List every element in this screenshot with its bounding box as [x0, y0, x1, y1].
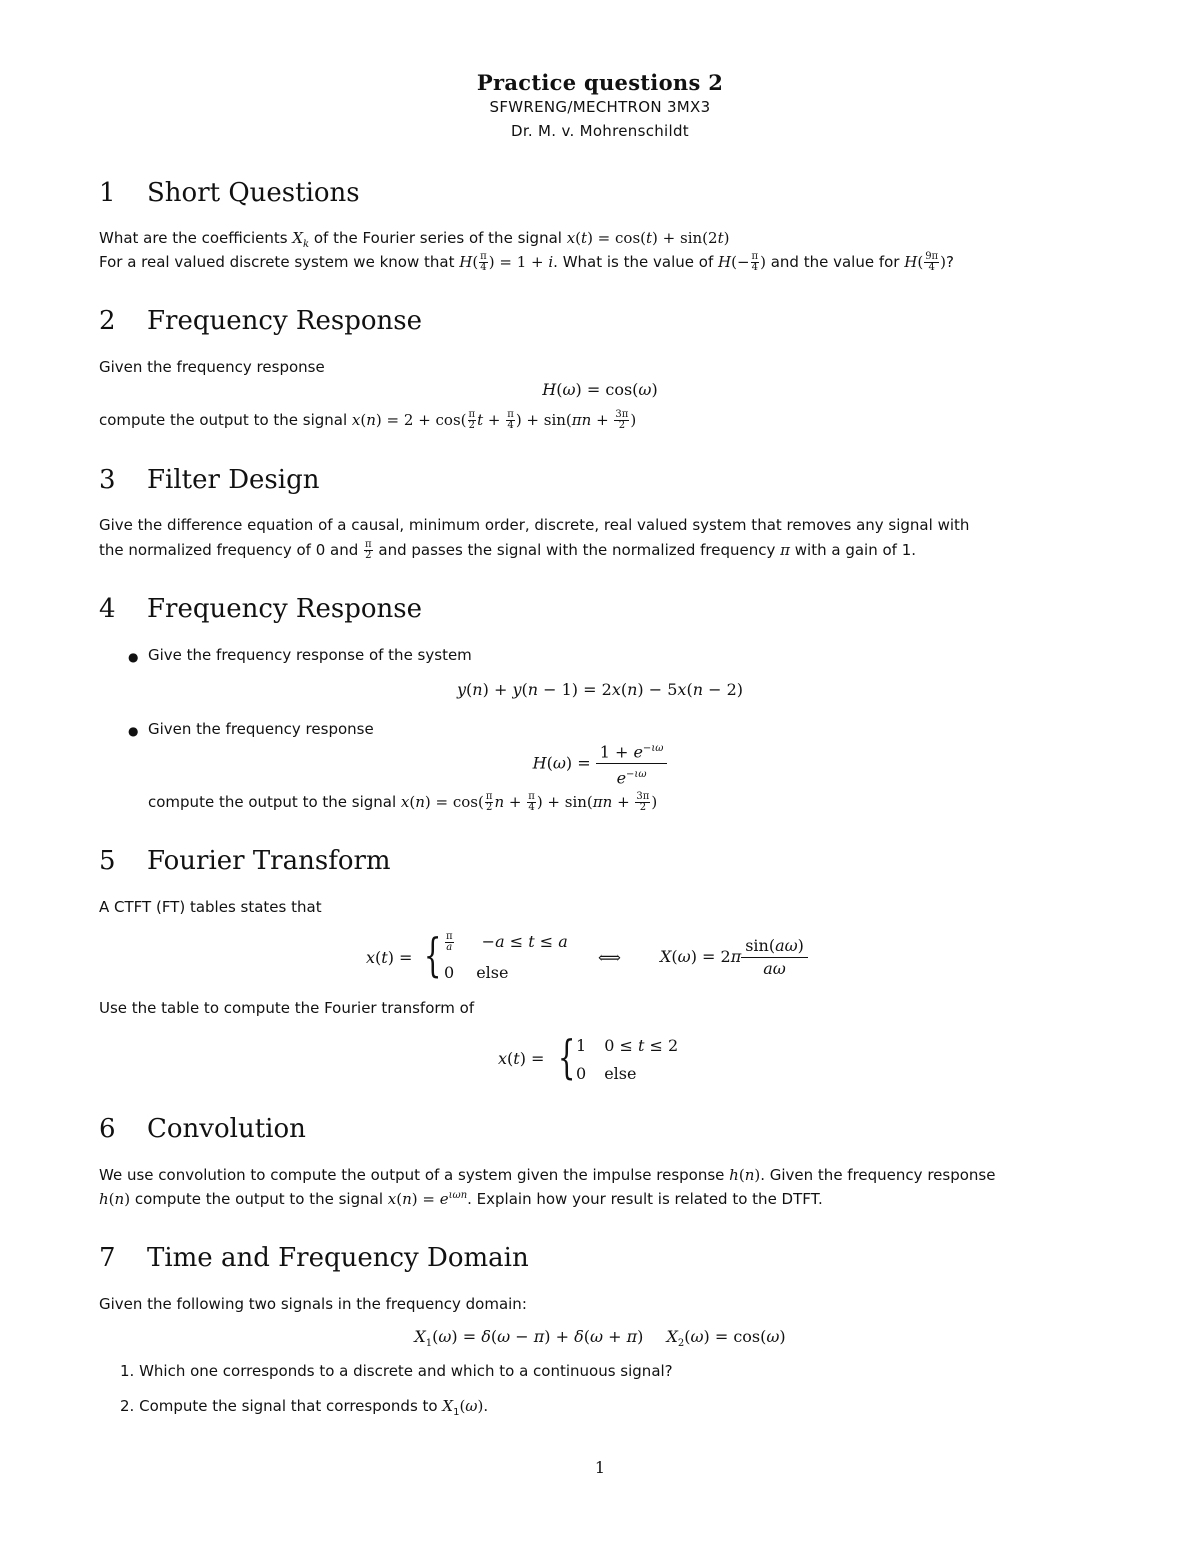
section-heading-6: 6 Convolution	[99, 1114, 306, 1144]
course-code: SFWRENG/MECHTRON 3MX3	[489, 98, 711, 116]
section-7-item-1: 1. Which one corresponds to a discrete and which to a continuous signal?	[120, 1362, 673, 1380]
section-2-compute: compute the output to the signal x(n) = 2 + cos( $\frac{\pi}{2}$ t + $\frac{\pi}{4}$ ) + sin(πn + $\frac{3\pi}{2}$ )	[99, 409, 637, 431]
section-7-signals: $X_1(\omega) = \delta(\omega - \pi) + \delta(\omega + \pi) X_2(\omega) = \cos(\omega)$	[414, 1327, 786, 1350]
section-7-item-2: 2. Compute the signal that corresponds to $X_1(\omega)$.	[120, 1397, 489, 1418]
section-6-line-1: We use convolution to compute the output of a system given the impulse response h(n). Given the frequency response	[99, 1166, 996, 1184]
question-1-fourier-coefficients: What are the coefficients $X_k$ of the Fourier series of the signal x(t) = cos(t) + sin(2t)	[99, 229, 730, 250]
section-3-line-2: the normalized frequency of 0 and $\frac{\pi}{2}$ and passes the signal with the normalized frequency π with a gain of 1.	[99, 539, 917, 561]
section-4-frequency-response-fraction: H(ω) = $\frac{1 + e^{-\iota\omega}}{e^{-\iota\omega}}$	[0, 738, 1200, 790]
bullet-icon: ●	[128, 650, 139, 664]
section-4-bullet-2: Given the frequency response	[148, 720, 374, 738]
author: Dr. M. v. Mohrenschildt	[510, 122, 689, 140]
section-4-bullet-1: Give the frequency response of the system	[148, 646, 472, 664]
signal-case-1: 1 0 ≤ t ≤ 2	[576, 1036, 679, 1055]
section-heading-2: 2 Frequency Response	[99, 306, 422, 336]
left-brace: {	[557, 1030, 576, 1084]
signal-lhs: x(t) =	[498, 1049, 545, 1068]
ctft-pair-rhs: X(ω) = 2π $\frac{\sin(a\omega)}{a\omega}$	[660, 935, 808, 980]
section-heading-7: 7 Time and Frequency Domain	[99, 1243, 529, 1273]
bullet-icon: ●	[128, 724, 139, 738]
ctft-pair-lhs: x(t) =	[366, 948, 413, 967]
section-5-use: Use the table to compute the Fourier transform of	[99, 999, 475, 1017]
page-number: 1	[594, 1458, 606, 1477]
case-row-2: 0 else	[444, 963, 509, 982]
section-heading-3: 3 Filter Design	[99, 465, 320, 495]
section-6-line-2: h(n) compute the output to the signal $x(n) = e^{\iota\omega n}$. Explain how your result is related to the DTFT.	[99, 1190, 823, 1208]
section-heading-5: 5 Fourier Transform	[99, 846, 391, 876]
section-2-given: Given the frequency response	[99, 358, 325, 376]
section-4-compute: compute the output to the signal x(n) = cos( $\frac{\pi}{2}$ n + $\frac{\pi}{4}$ ) + sin(πn + $\frac{3\pi}{2}$ )	[148, 791, 658, 813]
question-1-discrete-system: For a real valued discrete system we know that H( $\frac{\pi}{4}$ ) = 1 + i. What is the value of H(− $\frac{\pi}{4}$ ) and the value for H( $\frac{9\pi}{4}$ )?	[99, 251, 954, 273]
document-title: Practice questions 2	[476, 70, 724, 95]
section-heading-4: 4 Frequency Response	[99, 594, 422, 624]
section-heading-1: 1 Short Questions	[99, 178, 360, 208]
section-2-frequency-response-equation: H(ω) = cos(ω)	[542, 380, 658, 399]
left-brace: {	[423, 928, 442, 982]
section-3-line-1: Give the difference equation of a causal, minimum order, discrete, real valued system that removes any signal with	[99, 516, 970, 534]
signal-case-2: 0 else	[576, 1064, 637, 1083]
section-5-intro: A CTFT (FT) tables states that	[99, 898, 322, 916]
section-4-difference-equation: y(n) + y(n − 1) = 2x(n) − 5x(n − 2)	[457, 680, 743, 699]
iff-arrow: ⟺	[598, 948, 621, 967]
section-7-intro: Given the following two signals in the frequency domain:	[99, 1295, 527, 1313]
case-row-1: $\frac{\pi}{a}$ −a ≤ t ≤ a	[446, 931, 568, 953]
